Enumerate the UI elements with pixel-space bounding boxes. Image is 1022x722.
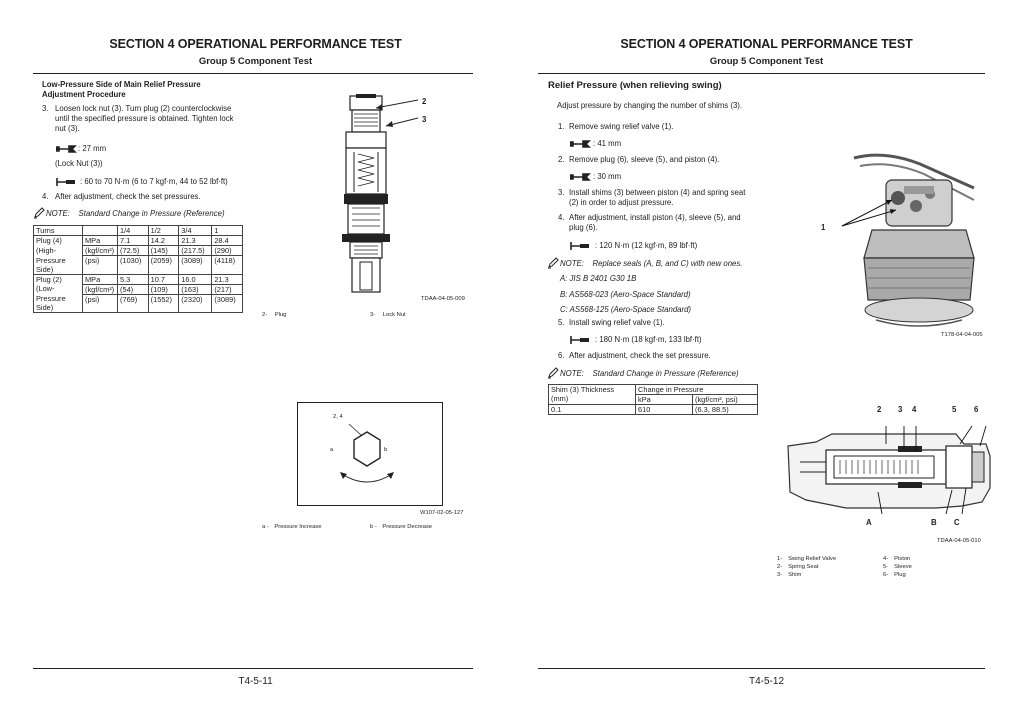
label-line: Pressure [36, 255, 66, 265]
callout-6: 6 [974, 405, 979, 414]
table-cell: (psi) [83, 256, 118, 275]
table-row [549, 405, 758, 415]
callout-c: C [954, 518, 960, 527]
table-cell: 10.7 [148, 274, 179, 284]
table-cell: (163) [179, 284, 212, 294]
table-cell [549, 385, 636, 405]
legend-label: Sleeve [894, 564, 912, 570]
procedure-heading-line2: Adjustment Procedure [42, 90, 126, 99]
table-cell: (1552) [148, 294, 179, 313]
note-text: NOTE: Standard Change in Pressure (Reference) [46, 209, 225, 218]
table-cell: 0.1 [549, 405, 636, 415]
legend-item [262, 312, 286, 318]
legend-number: 4- [883, 556, 889, 562]
table-cell: 21.3 [179, 236, 212, 246]
seal-spec-b: B: AS568-023 (Aero-Space Standard) [560, 290, 691, 299]
table-cell: 1 [212, 226, 243, 236]
legend-number: 6- [883, 572, 889, 578]
legend-item [883, 555, 912, 563]
note-text: NOTE: Replace seals (A, B, and C) with new ones. [560, 259, 743, 268]
legend-label: Piston [894, 556, 911, 562]
step-2-text: Remove plug (6), sleeve (5), and piston (4). [569, 155, 720, 164]
table-cell: (psi) [83, 294, 118, 313]
note-pencil-icon [547, 257, 559, 269]
torque-spec: : 180 N·m (18 kgf·m, 133 lbf·ft) [595, 335, 702, 344]
torque-wrench-icon [55, 177, 79, 187]
step-line: Loosen lock nut (3). Turn plug (2) counterclockwise [55, 104, 232, 113]
callout-3: 3 [898, 405, 903, 414]
step-number: 2. [558, 155, 565, 164]
legend-item [883, 571, 912, 579]
legend-item [370, 524, 432, 530]
figure-code: W107-02-05-127 [420, 510, 464, 516]
procedure-heading-line1: Low-Pressure Side of Main Relief Pressure [42, 80, 201, 89]
header-line: Shim (3) Thickness [551, 385, 615, 394]
step-number: 3. [558, 188, 565, 197]
table-header-row [549, 385, 758, 395]
table-cell: 21.3 [212, 274, 243, 284]
table-cell: (4118) [212, 256, 243, 275]
label-line: Pressure [36, 294, 66, 303]
note-pencil-icon [33, 207, 45, 219]
table-cell: (145) [148, 246, 179, 256]
callout-2: 2 [422, 97, 427, 106]
page-number: T4-5-11 [238, 676, 273, 687]
table-cell: (Low- [34, 284, 83, 294]
step-number: 4. [558, 213, 565, 222]
step-number: 5. [558, 318, 565, 327]
table-cell: (kgf/cm², psi) [693, 395, 758, 405]
swing-motor-figure [824, 150, 984, 330]
step-3-text [569, 188, 745, 208]
callout-leaders [376, 96, 422, 126]
torque-spec: : 60 to 70 N·m (6 to 7 kgf·m, 44 to 52 lbf·ft) [80, 177, 228, 186]
table-cell: Plug (4) [34, 236, 83, 246]
step-4-text [569, 213, 741, 233]
procedure-heading [42, 80, 201, 100]
step-number: 3. [42, 104, 49, 113]
callout-a: A [866, 518, 872, 527]
legend-label: Spring Seat [788, 564, 819, 570]
wrench-size: : 27 mm [78, 144, 107, 153]
table-cell: Plug (2) [34, 274, 83, 284]
legend-number: 5- [883, 564, 889, 570]
step-line: nut (3). [55, 124, 80, 133]
header-line: (mm) [551, 394, 569, 403]
figure-code: TDAA-04-05-010 [937, 538, 981, 544]
step-line: plug (6). [569, 223, 598, 232]
table-cell: (3089) [212, 294, 243, 313]
torque-spec: : 120 N·m (12 kgf·m, 89 lbf·ft) [595, 241, 698, 250]
table-cell: 1/2 [148, 226, 179, 236]
table-cell: 28.4 [212, 236, 243, 246]
table-cell: 5.3 [118, 274, 149, 284]
legend-number: b - [370, 524, 377, 530]
swing-relief-valve-section [786, 416, 992, 520]
step-number: 6. [558, 351, 565, 360]
wrench-icon [569, 172, 591, 182]
step-4-text: After adjustment, check the set pressures. [55, 192, 201, 201]
section-title: SECTION 4 OPERATIONAL PERFORMANCE TEST [620, 37, 913, 51]
callout-1: 1 [821, 223, 826, 232]
section-title: SECTION 4 OPERATIONAL PERFORMANCE TEST [109, 37, 402, 51]
table-cell: 7.1 [118, 236, 149, 246]
intro-text: Adjust pressure by changing the number of shims (3). [557, 101, 743, 110]
group-title: Group 5 Component Test [198, 56, 313, 67]
legend-item [883, 563, 912, 571]
legend-number: a - [262, 524, 269, 530]
table-cell: MPa [83, 274, 118, 284]
seal-spec-a: A: JIS B 2401 G30 1B [560, 274, 637, 283]
table-row [34, 256, 243, 275]
step-line: After adjustment, install piston (4), sleeve (5), and [569, 213, 741, 222]
legend-number: 1- [777, 556, 783, 562]
table-cell: (kgf/cm²) [83, 246, 118, 256]
lock-nut-label: (Lock Nut (3)) [55, 159, 103, 168]
step-6-text: After adjustment, check the set pressure. [569, 351, 711, 360]
step-5-text: Install swing relief valve (1). [569, 318, 665, 327]
pressure-change-table [33, 225, 243, 313]
legend-item [370, 312, 406, 318]
wrench-size: : 30 mm [593, 172, 622, 181]
legend-label: Swing Relief Valve [788, 556, 837, 562]
table-cell [83, 226, 118, 236]
callout-b: b [384, 447, 388, 453]
legend-right [883, 555, 912, 579]
table-cell: 1/4 [118, 226, 149, 236]
header-rule [33, 73, 473, 74]
callout-a: a [330, 447, 334, 453]
legend-number: 3- [777, 572, 783, 578]
wrench-size: : 41 mm [593, 139, 622, 148]
legend-label: Plug [274, 312, 287, 318]
table-row [34, 284, 243, 294]
table-cell [34, 256, 83, 275]
figure-code: T178-04-04-005 [941, 332, 983, 338]
table-row [34, 236, 243, 246]
table-cell: (769) [118, 294, 149, 313]
hex-rotation-figure [297, 402, 443, 506]
step-line: (2) in order to adjust pressure. [569, 198, 674, 207]
legend-number: 2- [777, 564, 783, 570]
table-header-row [34, 226, 243, 236]
table-cell: (1030) [118, 256, 149, 275]
table-cell: (290) [212, 246, 243, 256]
callout-5: 5 [952, 405, 957, 414]
table-cell: (High- [34, 246, 83, 256]
note-text: NOTE: Standard Change in Pressure (Reference) [560, 369, 739, 378]
table-cell: (217) [212, 284, 243, 294]
table-cell: MPa [83, 236, 118, 246]
table-cell: (3089) [179, 256, 212, 275]
step-3-text [55, 104, 255, 134]
seal-spec-c: C: AS568-125 (Aero-Space Standard) [560, 305, 692, 314]
callout-4: 4 [912, 405, 917, 414]
shim-pressure-table [548, 384, 758, 415]
table-cell: 610 [636, 405, 693, 415]
legend-label: Plug [894, 572, 906, 578]
table-cell: (54) [118, 284, 149, 294]
footer-rule [538, 668, 985, 669]
procedure-heading: Relief Pressure (when relieving swing) [548, 80, 722, 91]
callout-2-4: 2, 4 [333, 414, 343, 420]
footer-rule [33, 668, 473, 669]
table-cell: (2059) [148, 256, 179, 275]
table-cell: (217.5) [179, 246, 212, 256]
step-1-text: Remove swing relief valve (1). [569, 122, 674, 131]
table-cell: Turns [34, 226, 83, 236]
legend-left [777, 555, 836, 579]
label-line: Side) [36, 303, 54, 312]
table-cell [34, 294, 83, 313]
table-cell: kPa [636, 395, 693, 405]
label-line: Side) [36, 264, 54, 274]
legend-item [777, 555, 836, 563]
step-line: until the specified pressure is obtained. Tighten lock [55, 114, 234, 123]
wrench-icon [55, 144, 77, 154]
note-pencil-icon [547, 367, 559, 379]
torque-wrench-icon [569, 335, 593, 345]
callout-2: 2 [877, 405, 882, 414]
callout-b: B [931, 518, 937, 527]
legend-number: 2- [262, 312, 268, 318]
step-number: 4. [42, 192, 49, 201]
table-cell: (2320) [179, 294, 212, 313]
page-number: T4-5-12 [748, 676, 784, 687]
legend-label: Pressure Decrease [382, 524, 433, 530]
table-cell: (6.3, 88.5) [693, 405, 758, 415]
wrench-icon [569, 139, 591, 149]
right-page [511, 0, 1022, 722]
torque-wrench-icon [569, 241, 593, 251]
table-cell: 16.0 [179, 274, 212, 284]
legend-item [777, 571, 836, 579]
legend-label: Pressure Increase [274, 524, 322, 530]
legend-label: Shim [788, 572, 802, 578]
table-cell: (109) [148, 284, 179, 294]
table-row [34, 294, 243, 313]
table-cell: 3/4 [179, 226, 212, 236]
callout-3: 3 [422, 115, 427, 124]
table-cell: (kgf/cm²) [83, 284, 118, 294]
group-title: Group 5 Component Test [709, 56, 824, 67]
table-cell: 14.2 [148, 236, 179, 246]
step-number: 1. [558, 122, 565, 131]
legend-number: 3- [370, 312, 376, 318]
figure-code: TDAA-04-05-009 [421, 296, 465, 302]
table-row [34, 274, 243, 284]
legend-item [262, 524, 321, 530]
step-line: Install shims (3) between piston (4) and spring seat [569, 188, 746, 197]
table-cell: Change in Pressure [636, 385, 758, 395]
header-rule [538, 73, 985, 74]
legend-label: Lock Nut [382, 312, 406, 318]
table-cell: (72.5) [118, 246, 149, 256]
legend-item [777, 563, 836, 571]
table-row [34, 246, 243, 256]
